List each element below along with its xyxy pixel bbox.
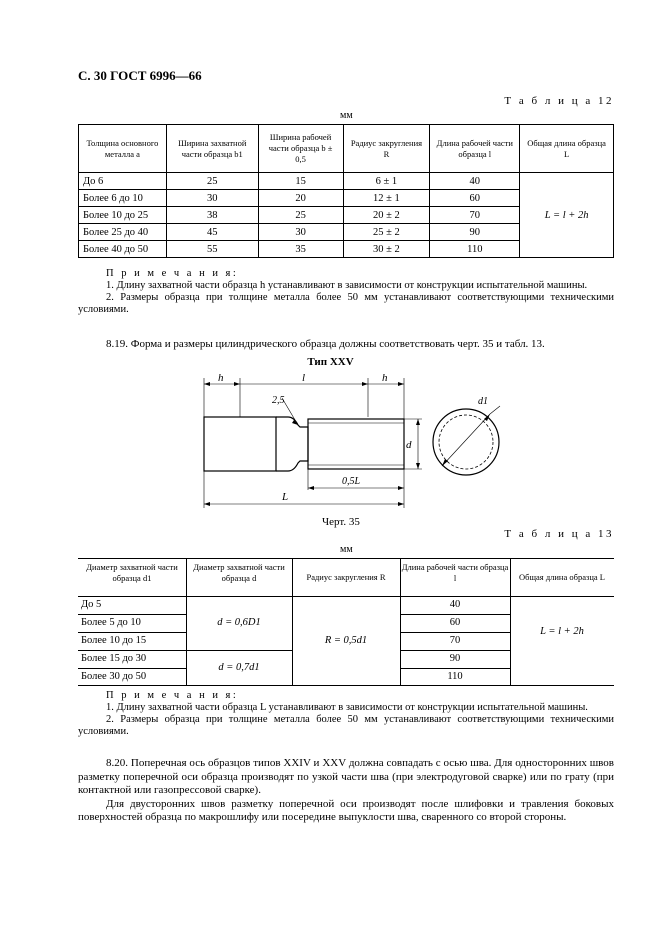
table13-header: Диаметр захватной части образца d	[193, 562, 285, 583]
table-cell: 20 ± 2	[343, 207, 430, 224]
notes-title: П р и м е ч а н и я:	[106, 690, 239, 701]
table13	[78, 558, 614, 686]
drawing-label-h: h	[382, 372, 388, 384]
table-cell: 15	[258, 173, 343, 190]
table-cell: Более 5 до 10	[81, 617, 141, 628]
note-item: 1. Длину захватной части образца L устанавливают в зависимости от конструкции испытательной машины.	[106, 702, 588, 713]
table-cell: До 6	[79, 173, 167, 190]
table-cell: 25 ± 2	[343, 224, 430, 241]
table-row	[79, 173, 614, 190]
drawing-label-h: h	[218, 372, 224, 384]
table-cell: 30 ± 2	[343, 241, 430, 258]
table-cell: 70	[449, 635, 461, 646]
paragraph-text: 8.20. Поперечная ось образцов типов XXIV и XXV должна совпадать с осью шва. Для односторонних швов разметку поперечной оси образца производят по узкой части шва (при электродуговой сварке) или по грату (при контактной или газопрессовой сварке).	[78, 757, 614, 796]
notes-table13	[78, 690, 614, 738]
table-cell: 20	[258, 190, 343, 207]
table12-total-length: L = l + 2h	[520, 173, 614, 258]
table-cell: 90	[449, 653, 461, 664]
table13-header: Диаметр захватной части образца d1	[86, 562, 178, 583]
table-cell: Более 40 до 50	[79, 241, 167, 258]
table-cell: 60	[430, 190, 520, 207]
drawing-label-d1: d1	[478, 396, 488, 407]
table-cell: 30	[258, 224, 343, 241]
drawing-label-d: d	[406, 439, 412, 451]
table12-unit: мм	[340, 110, 353, 121]
table-cell: 110	[447, 671, 463, 682]
drawing-label-total-length: L	[282, 491, 289, 503]
notes-table12	[78, 268, 614, 316]
table-cell: 110	[430, 241, 520, 258]
table13-header: Общая длина образца L	[519, 572, 605, 582]
paragraph-text: 8.19. Форма и размеры цилиндрического образца должны соответствовать черт. 35 и табл. 13.	[106, 338, 545, 350]
table-cell: 30	[166, 190, 258, 207]
note-item: 1. Длину захватной части образца h устанавливают в зависимости от конструкции испытательной машины.	[106, 280, 588, 291]
table-cell: d = 0,6D1	[217, 617, 261, 628]
drawing-label-l: l	[302, 372, 306, 384]
table-cell: 25	[166, 173, 258, 190]
paragraph-text: Для двусторонних швов разметку поперечной оси производят после шлифовки и травления боковых поверхностей образца по макрошлифу или посередине выпуклости шва, сваренного со второй стороны.	[78, 797, 614, 823]
table-cell: Более 15 до 30	[81, 653, 147, 664]
page-header: С. 30 ГОСТ 6996—66	[78, 68, 202, 83]
table13-caption: Т а б л и ц а 13	[504, 528, 614, 540]
drawing-label-radius: 2,5	[272, 395, 285, 406]
table-cell: R = 0,5d1	[324, 635, 368, 646]
table-cell: 90	[430, 224, 520, 241]
drawing-type-label: Тип XXV	[307, 356, 354, 368]
table-cell: 6 ± 1	[343, 173, 430, 190]
table12	[78, 124, 614, 258]
table12-header: Толщина основного металла a	[79, 125, 167, 173]
table-cell: Более 30 до 50	[81, 671, 147, 682]
table-cell: 60	[449, 617, 461, 628]
table12-header: Общая длина образца L	[520, 125, 614, 173]
table-cell: L = l + 2h	[540, 626, 584, 637]
note-item: 2. Размеры образца при толщине металла более 50 мм устанавливают соответствующими техническими условиями.	[78, 714, 614, 737]
table-cell: Более 6 до 10	[79, 190, 167, 207]
table-cell: 25	[258, 207, 343, 224]
table12-header: Ширина захватной части образца b1	[166, 125, 258, 173]
table-cell: 38	[166, 207, 258, 224]
table12-caption: Т а б л и ц а 12	[504, 95, 614, 107]
table-cell: 35	[258, 241, 343, 258]
paragraph-8-19	[78, 338, 614, 352]
table-cell: До 5	[81, 599, 102, 610]
table-cell: 70	[430, 207, 520, 224]
table-cell: 45	[166, 224, 258, 241]
table12-header: Ширина рабочей части образца b ± 0,5	[258, 125, 343, 173]
table-cell: 12 ± 1	[343, 190, 430, 207]
table-cell: 55	[166, 241, 258, 258]
table-cell: Более 25 до 40	[79, 224, 167, 241]
note-item: 2. Размеры образца при толщине металла более 50 мм устанавливают соответствующими техническими условиями.	[78, 292, 614, 315]
table-cell: Более 10 до 15	[81, 635, 147, 646]
table-cell: 40	[449, 599, 461, 610]
table-cell: 40	[430, 173, 520, 190]
figure-caption: Черт. 35	[322, 516, 360, 528]
table12-header: Длина рабочей части образца l	[430, 125, 520, 173]
notes-title: П р и м е ч а н и я:	[106, 268, 239, 279]
paragraph-8-20	[78, 757, 614, 825]
table13-header: Радиус закругления R	[306, 572, 386, 582]
table-cell: d = 0,7d1	[218, 662, 260, 673]
drawing-label-half-l: 0,5L	[342, 476, 361, 487]
table13-header: Длина рабочей части образца l	[401, 562, 509, 583]
table-cell: Более 10 до 25	[79, 207, 167, 224]
table12-header: Радиус закругления R	[343, 125, 430, 173]
specimen-drawing	[190, 370, 510, 510]
table13-unit: мм	[340, 544, 353, 555]
